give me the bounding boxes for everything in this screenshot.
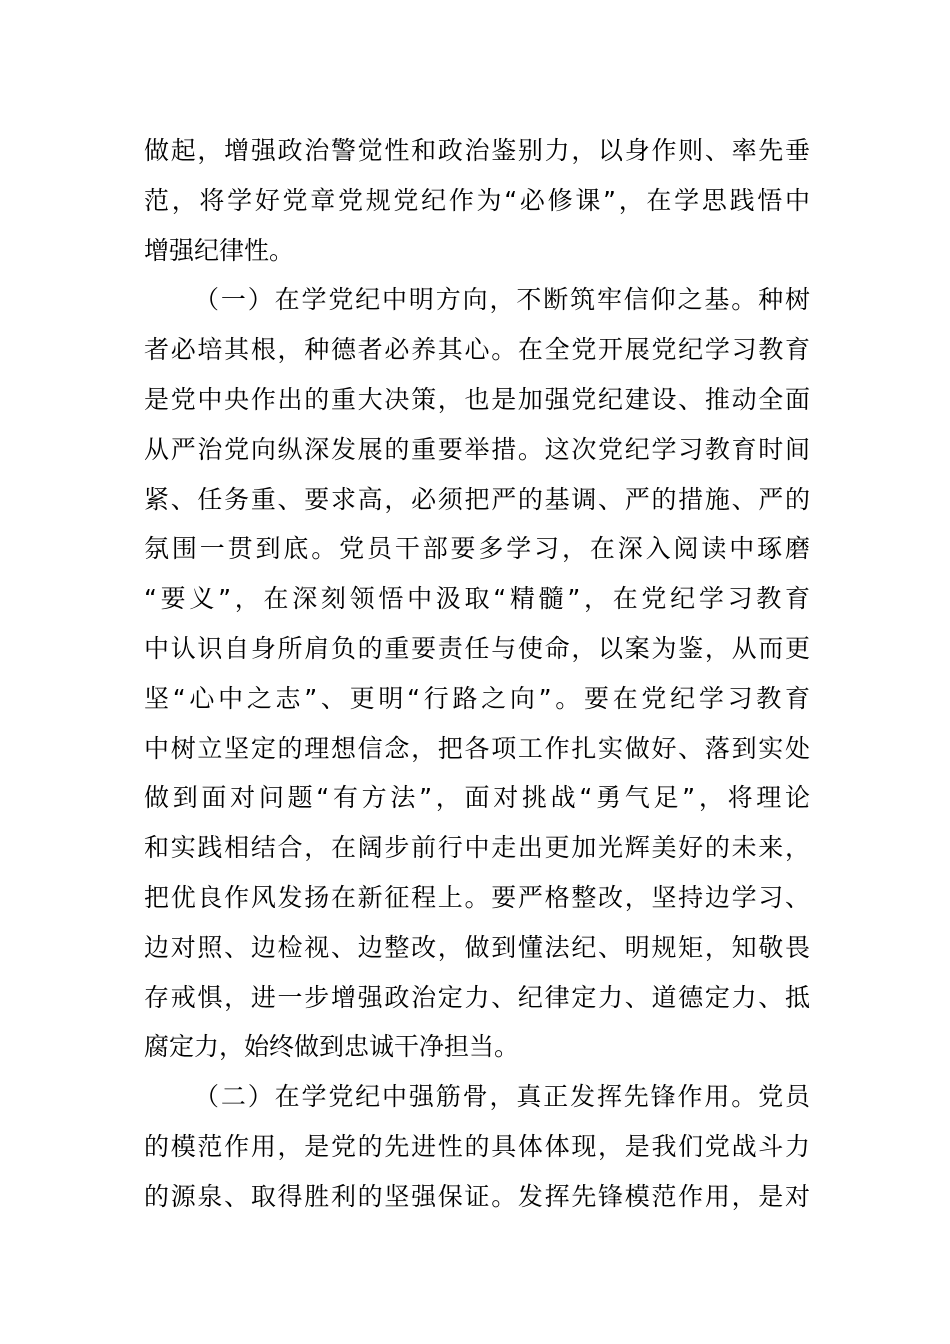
document-body	[144, 126, 810, 1222]
section-heading-line: （一）在学党纪中明方向，不断筑牢信仰之基。种树	[194, 285, 810, 315]
text-line: 边对照、边检视、边整改，做到懂法纪、明规矩，知敬畏	[144, 932, 810, 962]
text-line: 氛围一贯到底。党员干部要多学习，在深入阅读中琢磨	[144, 534, 810, 564]
text-line: 把优良作风发扬在新征程上。要严格整改，坚持边学习、	[144, 882, 810, 912]
text-line: 增强纪律性。	[144, 235, 295, 265]
text-line: “要义”，在深刻领悟中汲取“精髓”，在党纪学习教育	[144, 584, 810, 614]
text-line: 紧、任务重、要求高，必须把严的基调、严的措施、严的	[144, 484, 810, 514]
text-line: 做到面对问题“有方法”，面对挑战“勇气足”，将理论	[144, 783, 810, 813]
text-line: 存戒惧，进一步增强政治定力、纪律定力、道德定力、抵	[144, 982, 810, 1012]
text-line: 是党中央作出的重大决策，也是加强党纪建设、推动全面	[144, 384, 810, 414]
text-line: 中认识自身所肩负的重要责任与使命，以案为鉴，从而更	[144, 633, 810, 663]
text-line: 腐定力，始终做到忠诚干净担当。	[144, 1032, 520, 1062]
text-line: 范，将学好党章党规党纪作为“必修课”，在学思践悟中	[144, 185, 810, 215]
text-line: 的源泉、取得胜利的坚强保证。发挥先锋模范作用，是对	[144, 1181, 810, 1211]
text-line: 做起，增强政治警觉性和政治鉴别力，以身作则、率先垂	[144, 136, 810, 165]
text-line: 从严治党向纵深发展的重要举措。这次党纪学习教育时间	[144, 434, 810, 464]
text-line: 者必培其根，种德者必养其心。在全党开展党纪学习教育	[144, 335, 810, 365]
text-line: 坚“心中之志”、更明“行路之向”。要在党纪学习教育	[144, 683, 810, 713]
text-line: 和实践相结合，在阔步前行中走出更加光辉美好的未来，	[144, 833, 810, 863]
text-line: 的模范作用，是党的先进性的具体体现，是我们党战斗力	[144, 1131, 810, 1161]
text-line: 中树立坚定的理想信念，把各项工作扎实做好、落到实处	[144, 733, 810, 763]
section-heading-line: （二）在学党纪中强筋骨，真正发挥先锋作用。党员	[194, 1082, 810, 1112]
